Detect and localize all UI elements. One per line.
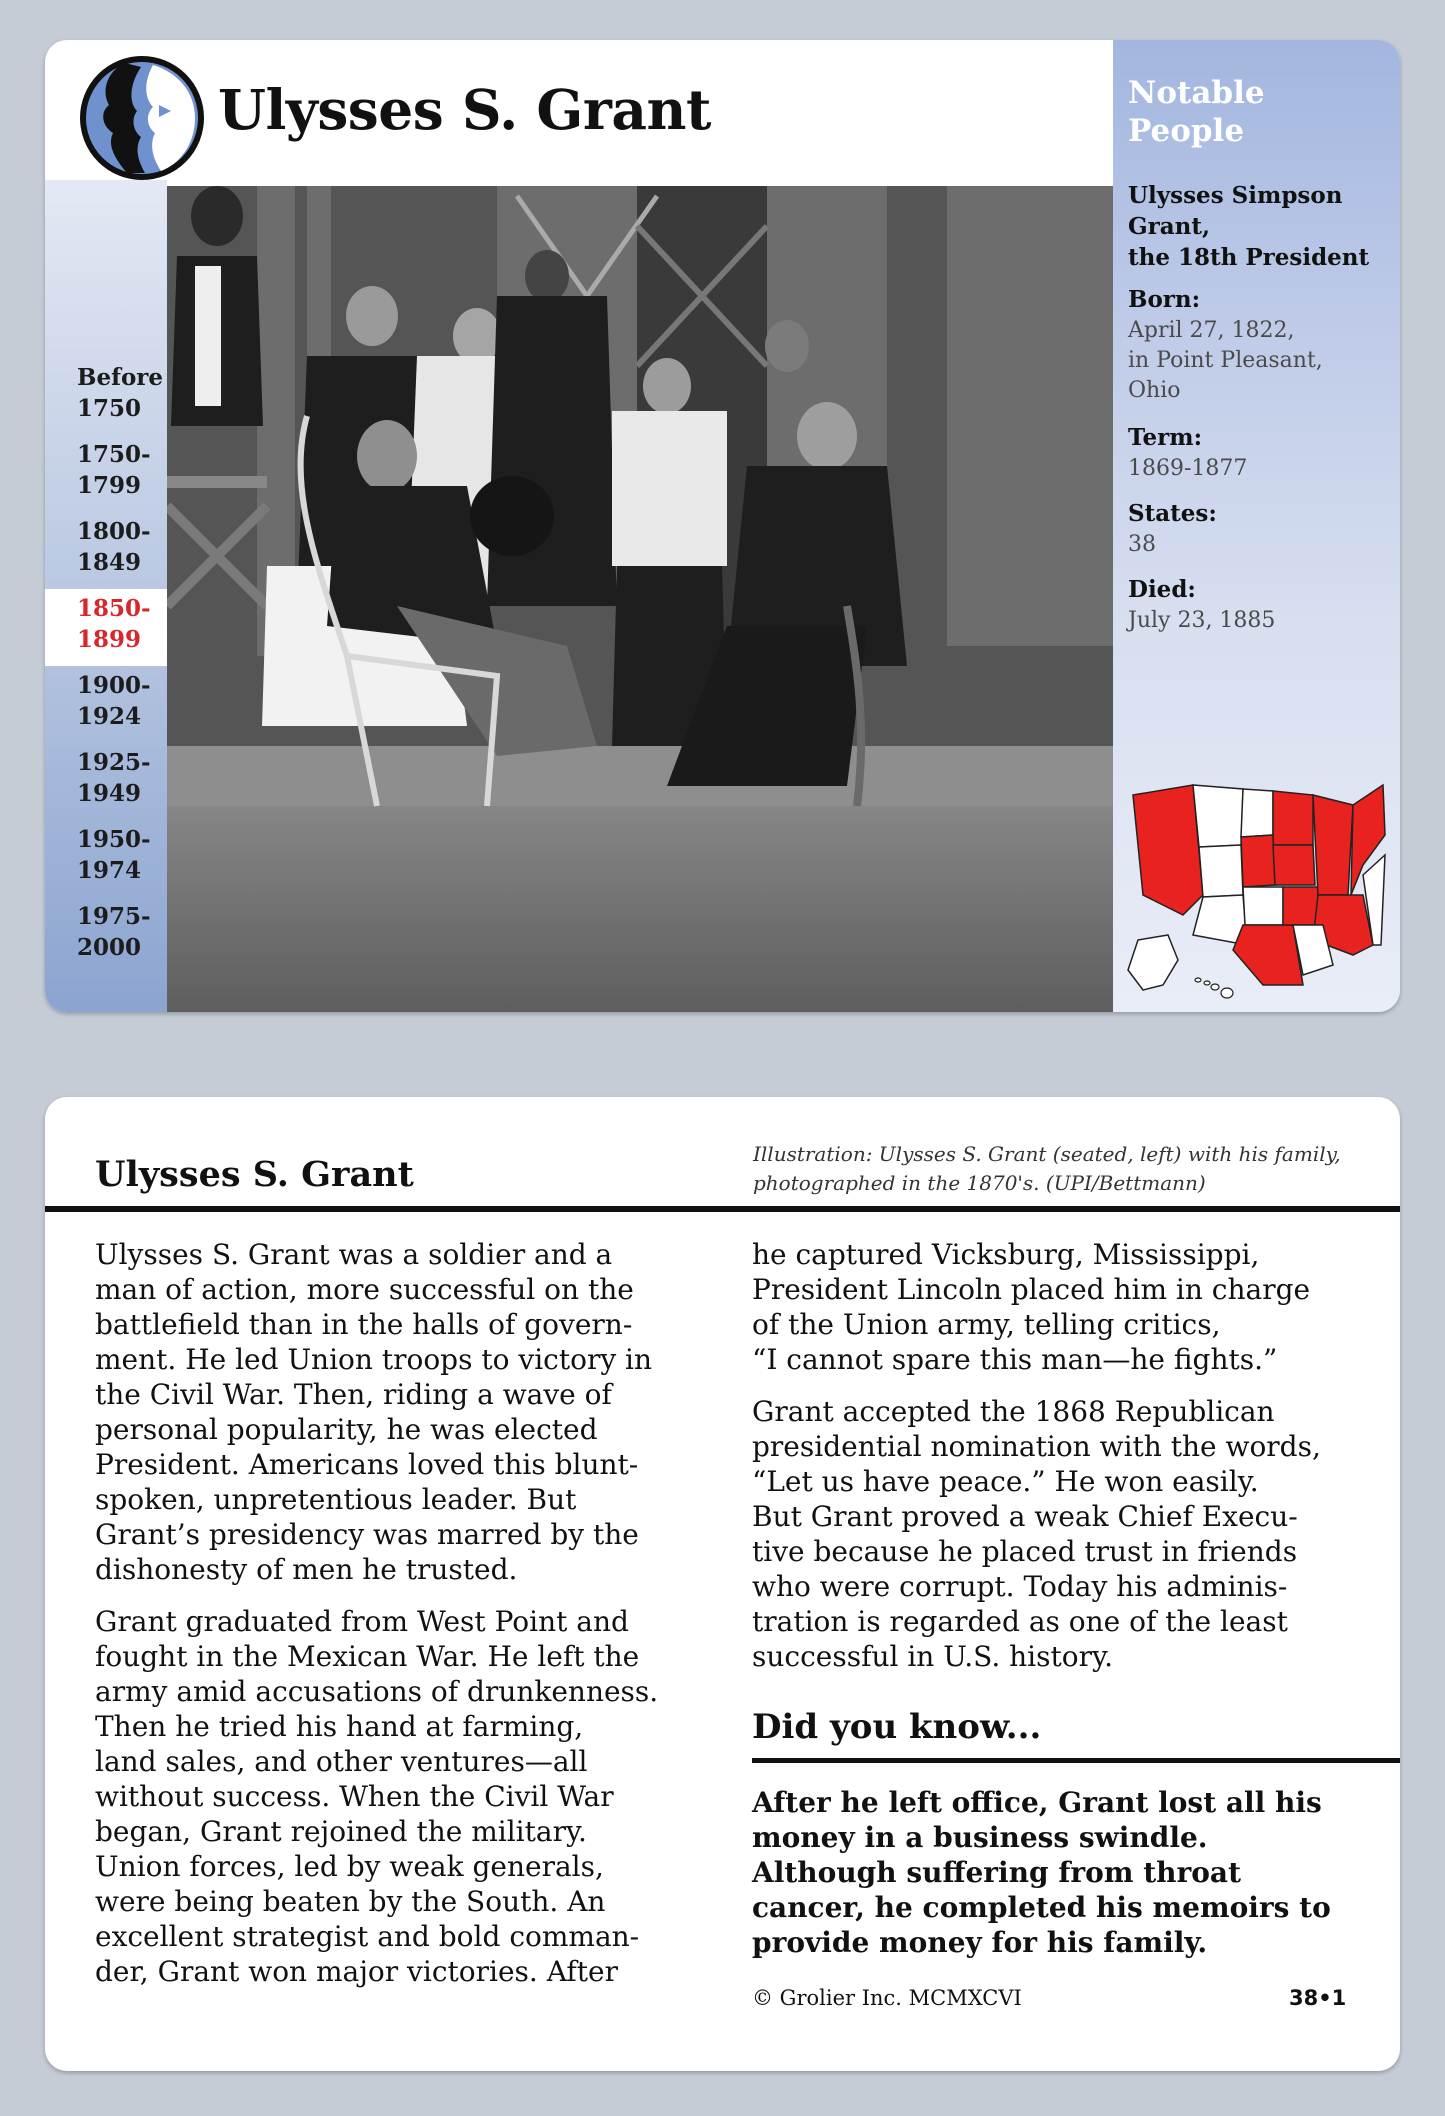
back-title: Ulysses S. Grant (95, 1154, 414, 1195)
era-item: 1900- 1924 (77, 672, 151, 730)
did-you-know-heading: Did you know... (752, 1707, 1042, 1747)
info-side-panel (1113, 40, 1400, 1012)
states-value: 38 (1128, 532, 1156, 557)
states-label: States: (1128, 500, 1217, 527)
did-you-know-text: After he left office, Grant lost all his money in a business swindle. Although suffering from throat cancer, he completed his memoirs to provide money for his family. (752, 1786, 1331, 1959)
title-divider (45, 1206, 1400, 1212)
born-label: Born: (1128, 286, 1201, 313)
category-heading: Notable People (1128, 75, 1265, 149)
born-value: April 27, 1822, in Point Pleasant, Ohio (1128, 318, 1323, 403)
copyright-notice: © Grolier Inc. MCMXCVI (752, 1986, 1022, 2010)
era-item: 1925- 1949 (77, 749, 151, 807)
era-item: 1950- 1974 (77, 826, 151, 884)
front-title: Ulysses S. Grant (218, 77, 711, 142)
era-item: 1750- 1799 (77, 441, 151, 499)
body-paragraph: Ulysses S. Grant was a soldier and a man of action, more successful on the battlefield than in the halls of govern- ment. He led Union troops to victory in the Civil War. Then, riding a wave of personal popularity, he was elected President. Americans loved this blunt- spoken, unpretentious leader. But Grant’s presidency was marred by the dishonesty of men he trusted. (95, 1238, 653, 1586)
family-photograph (167, 186, 1115, 1012)
illustration-caption: Illustration: Ulysses S. Grant (seated, left) with his family, photographed in the 1870's. (UPI/Bettmann) (753, 1142, 1341, 1195)
died-label: Died: (1128, 576, 1196, 603)
front-card (45, 40, 1400, 1012)
era-item: 1975- 2000 (77, 903, 151, 961)
died-value: July 23, 1885 (1128, 608, 1276, 633)
term-label: Term: (1128, 424, 1203, 451)
body-column-left (95, 1237, 735, 2006)
body-column-right (752, 1237, 1367, 1691)
card-number: 38•1 (1289, 1986, 1347, 2010)
era-item: 1800- 1849 (77, 518, 151, 576)
profile-silhouette-icon (79, 55, 205, 181)
did-you-know-divider (752, 1758, 1400, 1763)
era-item: Before 1750 (77, 364, 164, 422)
era-item-active: 1850- 1899 (45, 589, 167, 666)
back-card (45, 1097, 1400, 2071)
body-paragraph: he captured Vicksburg, Mississippi, President Lincoln placed him in charge of the Union army, telling critics, “I cannot spare this man—he fights.” (752, 1238, 1311, 1376)
body-paragraph: Grant accepted the 1868 Republican presidential nomination with the words, “Let us have peace.” He won easily. But Grant proved a weak Chief Execu- tive because he placed trust in friends who were corrupt. Today his adminis- tration is regarded as one of the least successful in U.S. history. (752, 1395, 1321, 1673)
body-paragraph: Grant graduated from West Point and fought in the Mexican War. He left the army amid accusations of drunkenness. Then he tried his hand at farming, land sales, and other ventures—all without success. When the Civil War began, Grant rejoined the military. Union forces, led by weak generals, were being beaten by the South. An excellent strategist and bold comman- der, Grant won major victories. After (95, 1605, 659, 1988)
era-list (45, 358, 167, 974)
us-states-map (1123, 775, 1393, 1010)
subject-name: Ulysses Simpson Grant, the 18th President (1128, 182, 1370, 271)
term-value: 1869-1877 (1128, 456, 1248, 481)
